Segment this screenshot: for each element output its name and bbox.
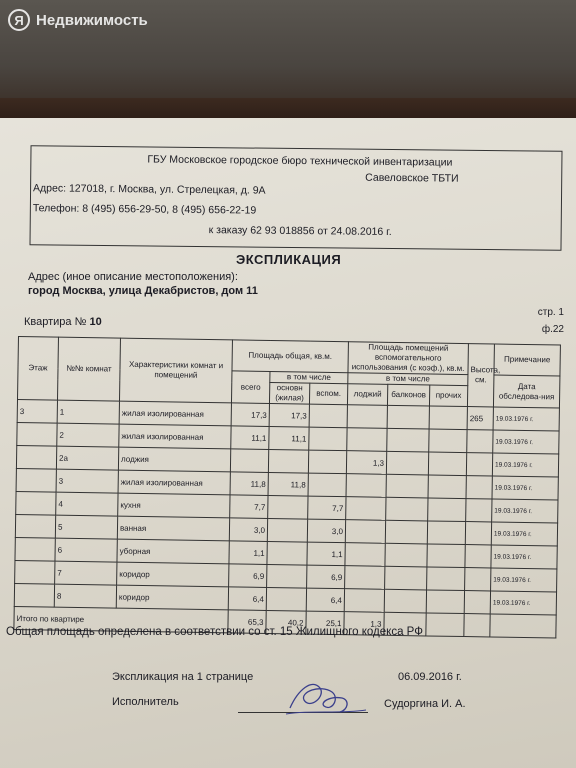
total-other bbox=[426, 613, 464, 637]
cell-aux: 6,4 bbox=[306, 588, 344, 612]
cell-height bbox=[466, 453, 492, 476]
cell-other bbox=[426, 590, 464, 614]
col-note: Примечание bbox=[494, 344, 560, 376]
cell-main bbox=[267, 541, 307, 565]
col-area-total: Площадь общая, кв.м. bbox=[232, 340, 348, 373]
cell-total: 3,0 bbox=[229, 518, 267, 542]
yandex-logo-icon: Я bbox=[8, 9, 30, 31]
org-phone: Телефон: 8 (495) 656-29-50, 8 (495) 656-22-19 bbox=[32, 202, 257, 217]
total-area: 65,3 bbox=[228, 610, 266, 634]
total-aux: 25,1 bbox=[306, 611, 344, 635]
cell-total: 6,4 bbox=[228, 587, 266, 611]
total-height bbox=[464, 614, 490, 637]
cell-room: 5 bbox=[55, 515, 117, 539]
cell-loggia bbox=[345, 543, 385, 567]
cell-floor bbox=[14, 583, 54, 607]
cell-loggia bbox=[347, 405, 387, 429]
col-total: всего bbox=[231, 371, 269, 404]
cell-room: 6 bbox=[55, 538, 117, 562]
cell-aux bbox=[309, 427, 347, 451]
cell-other bbox=[427, 521, 465, 545]
cell-total bbox=[230, 449, 268, 473]
cell-desc: коридор bbox=[117, 562, 229, 587]
cell-loggia bbox=[344, 589, 384, 613]
executor-name: Судоргина И. А. bbox=[384, 698, 466, 710]
cell-desc: жилая изолированная bbox=[119, 401, 231, 426]
signature-image bbox=[280, 670, 370, 720]
cell-loggia bbox=[347, 428, 387, 452]
col-aux-area: Площадь помещений вспомогательного использования (с коэф.), кв.м. bbox=[348, 342, 468, 375]
col-room-no: №№ комнат bbox=[57, 337, 120, 401]
apartment-number bbox=[24, 316, 102, 328]
cell-room: 1 bbox=[57, 400, 119, 424]
cell-date: 19.03.1976 г. bbox=[491, 522, 557, 546]
cell-total: 7,7 bbox=[230, 495, 268, 519]
col-main: основн (жилая) bbox=[269, 382, 309, 404]
cell-balcony bbox=[385, 543, 427, 567]
total-label: Итого по квартире bbox=[14, 606, 228, 632]
cell-other bbox=[427, 544, 465, 568]
document-title: ЭКСПЛИКАЦИЯ bbox=[236, 252, 342, 267]
cell-balcony bbox=[386, 451, 428, 475]
watermark bbox=[8, 6, 148, 34]
col-other: прочих bbox=[429, 385, 467, 407]
cell-desc: жилая изолированная bbox=[118, 470, 230, 495]
executor-label: Исполнитель bbox=[112, 696, 179, 708]
cell-main: 11,8 bbox=[268, 472, 308, 496]
cell-main bbox=[268, 449, 308, 473]
cell-main bbox=[267, 564, 307, 588]
cell-total: 17,3 bbox=[231, 403, 269, 427]
cell-height: 265 bbox=[467, 407, 493, 430]
cell-main: 17,3 bbox=[269, 403, 309, 427]
cell-total: 6,9 bbox=[229, 564, 267, 588]
address-label: Адрес (иное описание местоположения): bbox=[28, 271, 238, 283]
cell-balcony bbox=[385, 520, 427, 544]
explication-table bbox=[13, 336, 561, 638]
cell-other bbox=[429, 406, 467, 430]
col-floor: Этаж bbox=[18, 337, 59, 401]
cell-desc: ванная bbox=[117, 516, 229, 541]
col-characteristics: Характеристики комнат и помещений bbox=[119, 338, 232, 403]
cell-loggia: 1,3 bbox=[346, 451, 386, 475]
cell-aux bbox=[308, 450, 346, 474]
apartment-label: Квартира № bbox=[24, 316, 87, 328]
form-number: ф.22 bbox=[541, 324, 564, 335]
legal-footnote: Общая площадь определена в соответствии со ст. 15 Жилищного кодекса РФ bbox=[6, 626, 423, 638]
cell-desc: кухня bbox=[118, 493, 230, 518]
col-aux-incl: в том числе bbox=[348, 373, 468, 386]
cell-other bbox=[428, 475, 466, 499]
total-main: 40,2 bbox=[266, 610, 306, 634]
cell-aux: 7,7 bbox=[308, 496, 346, 520]
cell-loggia bbox=[345, 566, 385, 590]
cell-date: 19.03.1976 г. bbox=[491, 568, 557, 592]
cell-date: 19.03.1976 г. bbox=[493, 430, 559, 454]
total-loggia: 1,3 bbox=[344, 612, 384, 636]
cell-loggia bbox=[345, 520, 385, 544]
cell-floor bbox=[17, 422, 57, 446]
cell-date: 19.03.1976 г. bbox=[490, 591, 556, 615]
cell-aux bbox=[308, 473, 346, 497]
cell-height bbox=[464, 591, 490, 614]
cell-loggia bbox=[346, 497, 386, 521]
cell-floor bbox=[15, 514, 55, 538]
col-height: Высота, см. bbox=[467, 344, 494, 407]
col-survey-date: Дата обследова-ния bbox=[493, 375, 559, 408]
cell-floor bbox=[15, 537, 55, 561]
watermark-text: Недвижимость bbox=[36, 11, 148, 29]
address-value: город Москва, улица Декабристов, дом 11 bbox=[28, 285, 258, 297]
cell-floor bbox=[16, 468, 56, 492]
cell-date: 19.03.1976 г. bbox=[492, 499, 558, 523]
cell-floor bbox=[16, 445, 56, 469]
cell-room: 2а bbox=[56, 446, 118, 470]
cell-main bbox=[266, 587, 306, 611]
total-date bbox=[490, 614, 556, 638]
cell-balcony bbox=[386, 474, 428, 498]
cell-balcony bbox=[387, 428, 429, 452]
document-page bbox=[0, 118, 576, 768]
cell-other bbox=[428, 452, 466, 476]
issue-date: 06.09.2016 г. bbox=[398, 671, 462, 683]
cell-total: 1,1 bbox=[229, 541, 267, 565]
cell-height bbox=[467, 430, 493, 453]
header-box bbox=[29, 145, 562, 251]
cell-height bbox=[466, 476, 492, 499]
cell-height bbox=[465, 568, 491, 591]
cell-date: 19.03.1976 г. bbox=[492, 476, 558, 500]
cell-main bbox=[267, 518, 307, 542]
apartment-value: 10 bbox=[89, 316, 102, 328]
cell-floor bbox=[15, 560, 55, 584]
cell-floor bbox=[16, 491, 56, 515]
cell-room: 3 bbox=[56, 469, 118, 493]
cell-balcony bbox=[387, 405, 429, 429]
cell-main bbox=[268, 495, 308, 519]
cell-date: 19.03.1976 г. bbox=[493, 407, 559, 431]
col-balcony: балконов bbox=[387, 384, 429, 406]
cell-loggia bbox=[346, 474, 386, 498]
org-name: ГБУ Московское городское бюро технической инвентаризации bbox=[147, 153, 453, 169]
cell-room: 8 bbox=[54, 584, 116, 608]
cell-room: 7 bbox=[55, 561, 117, 585]
cell-balcony bbox=[385, 566, 427, 590]
page-number: стр. 1 bbox=[537, 307, 564, 318]
cell-aux: 6,9 bbox=[307, 565, 345, 589]
cell-date: 19.03.1976 г. bbox=[492, 453, 558, 477]
cell-balcony bbox=[386, 497, 428, 521]
branch-name: Савеловское ТБТИ bbox=[365, 171, 459, 185]
order-number: к заказу 62 93 018856 от 24.08.2016 г. bbox=[208, 224, 392, 239]
cell-desc: уборная bbox=[117, 539, 229, 564]
cell-main: 11,1 bbox=[269, 426, 309, 450]
cell-room: 4 bbox=[56, 492, 118, 516]
cell-other bbox=[429, 429, 467, 453]
cell-aux: 1,1 bbox=[307, 542, 345, 566]
org-address: Адрес: 127018, г. Москва, ул. Стрелецкая, д. 9А bbox=[33, 182, 266, 197]
cell-balcony bbox=[384, 589, 426, 613]
cell-height bbox=[465, 522, 491, 545]
cell-aux bbox=[309, 404, 347, 428]
cell-desc: коридор bbox=[116, 585, 228, 610]
cell-aux: 3,0 bbox=[307, 519, 345, 543]
pages-note: Экспликация на 1 странице bbox=[112, 671, 254, 683]
cell-height bbox=[465, 545, 491, 568]
col-incl: в том числе bbox=[270, 371, 348, 383]
col-aux: вспом. bbox=[309, 383, 347, 405]
cell-total: 11,1 bbox=[231, 426, 269, 450]
cell-other bbox=[428, 498, 466, 522]
cell-other bbox=[427, 567, 465, 591]
cell-desc: жилая изолированная bbox=[119, 424, 231, 449]
cell-height bbox=[466, 499, 492, 522]
cell-room: 2 bbox=[57, 423, 119, 447]
cell-floor: 3 bbox=[17, 400, 57, 424]
cell-total: 11,8 bbox=[230, 472, 268, 496]
cell-desc: лоджия bbox=[118, 447, 230, 472]
col-loggia: лоджий bbox=[347, 384, 387, 406]
cell-date: 19.03.1976 г. bbox=[491, 545, 557, 569]
